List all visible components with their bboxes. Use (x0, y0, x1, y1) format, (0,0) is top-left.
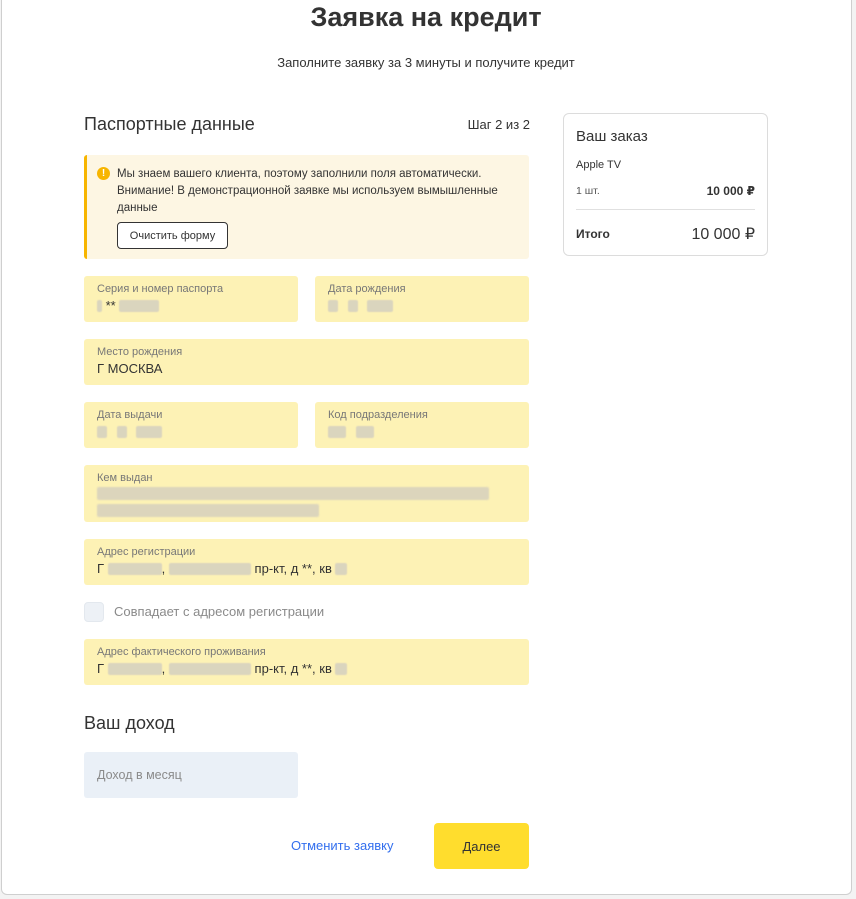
redacted-value (348, 300, 358, 312)
actual-address-field[interactable] (84, 639, 529, 685)
redacted-value (119, 300, 159, 312)
next-button[interactable]: Далее (434, 823, 529, 869)
redacted-value (356, 426, 374, 438)
field-value (328, 424, 374, 439)
redacted-value (328, 426, 346, 438)
clear-form-button[interactable]: Очистить форму (117, 222, 228, 249)
order-item-quantity: 1 шт. (576, 185, 600, 197)
field-label: Адрес фактического проживания (97, 646, 266, 658)
order-item-name: Apple TV (576, 159, 622, 171)
division-code-field[interactable] (315, 402, 529, 448)
field-value-text: пр-кт, д **, кв (254, 661, 332, 676)
order-summary-card (563, 113, 768, 256)
divider (576, 209, 755, 210)
income-section-title: Ваш доход (84, 713, 175, 733)
field-value-text: Г (97, 561, 105, 576)
field-value: Г , пр-кт, д **, кв (97, 561, 347, 576)
monthly-income-input[interactable] (84, 752, 298, 798)
same-address-checkbox[interactable] (84, 602, 104, 622)
field-value-text: пр-кт, д **, кв (254, 561, 332, 576)
field-value: Г , пр-кт, д **, кв (97, 661, 347, 676)
order-item-price: 10 000 ₽ (706, 184, 755, 198)
redacted-value (117, 426, 127, 438)
redacted-value (367, 300, 393, 312)
field-label: Кем выдан (97, 472, 153, 484)
redacted-value (169, 563, 251, 575)
order-total-value: 10 000 ₽ (691, 226, 755, 243)
order-title: Ваш заказ (576, 128, 648, 145)
redacted-value (335, 663, 347, 675)
field-value: Г МОСКВА (97, 361, 163, 376)
page-subtitle: Заполните заявку за 3 минуты и получите кредит (277, 55, 575, 70)
field-value (97, 298, 159, 313)
field-label: Место рождения (97, 346, 183, 358)
field-label: Код подразделения (328, 409, 428, 421)
redacted-value (136, 426, 162, 438)
warning-icon: ! (97, 167, 110, 180)
redacted-value (328, 300, 338, 312)
redacted-value (97, 426, 107, 438)
page-title: Заявка на кредит (310, 2, 542, 32)
field-value (97, 424, 162, 439)
field-label: Дата выдачи (97, 409, 163, 421)
redacted-value (108, 663, 162, 675)
redacted-value (108, 563, 162, 575)
cancel-application-link[interactable]: Отменить заявку (291, 838, 394, 853)
redacted-value (97, 504, 319, 517)
order-total-label: Итого (576, 227, 610, 241)
field-value (328, 298, 393, 313)
same-address-label: Совпадает с адресом регистрации (114, 604, 325, 619)
field-label: Адрес регистрации (97, 546, 196, 558)
field-label: Дата рождения (328, 283, 406, 295)
passport-series-field[interactable] (84, 276, 298, 322)
issued-by-field[interactable] (84, 465, 529, 522)
redacted-value (169, 663, 251, 675)
registration-address-field[interactable] (84, 539, 529, 585)
notice-text: Мы знаем вашего клиента, поэтому заполнили поля автоматически. Внимание! В демонстрационной заявке мы используем вымышленные данные (117, 168, 498, 214)
passport-section-title: Паспортные данные (84, 114, 255, 134)
monthly-income-field[interactable] (84, 752, 298, 798)
redacted-value (97, 300, 102, 312)
birth-place-field[interactable] (84, 339, 529, 385)
birth-date-field[interactable] (315, 276, 529, 322)
redacted-value (97, 487, 489, 500)
field-value-text: ** (105, 298, 116, 313)
issue-date-field[interactable] (84, 402, 298, 448)
field-label: Серия и номер паспорта (97, 283, 224, 295)
step-indicator: Шаг 2 из 2 (467, 117, 530, 132)
redacted-value (335, 563, 347, 575)
field-value-text: Г (97, 661, 105, 676)
autofill-notice (84, 155, 529, 259)
